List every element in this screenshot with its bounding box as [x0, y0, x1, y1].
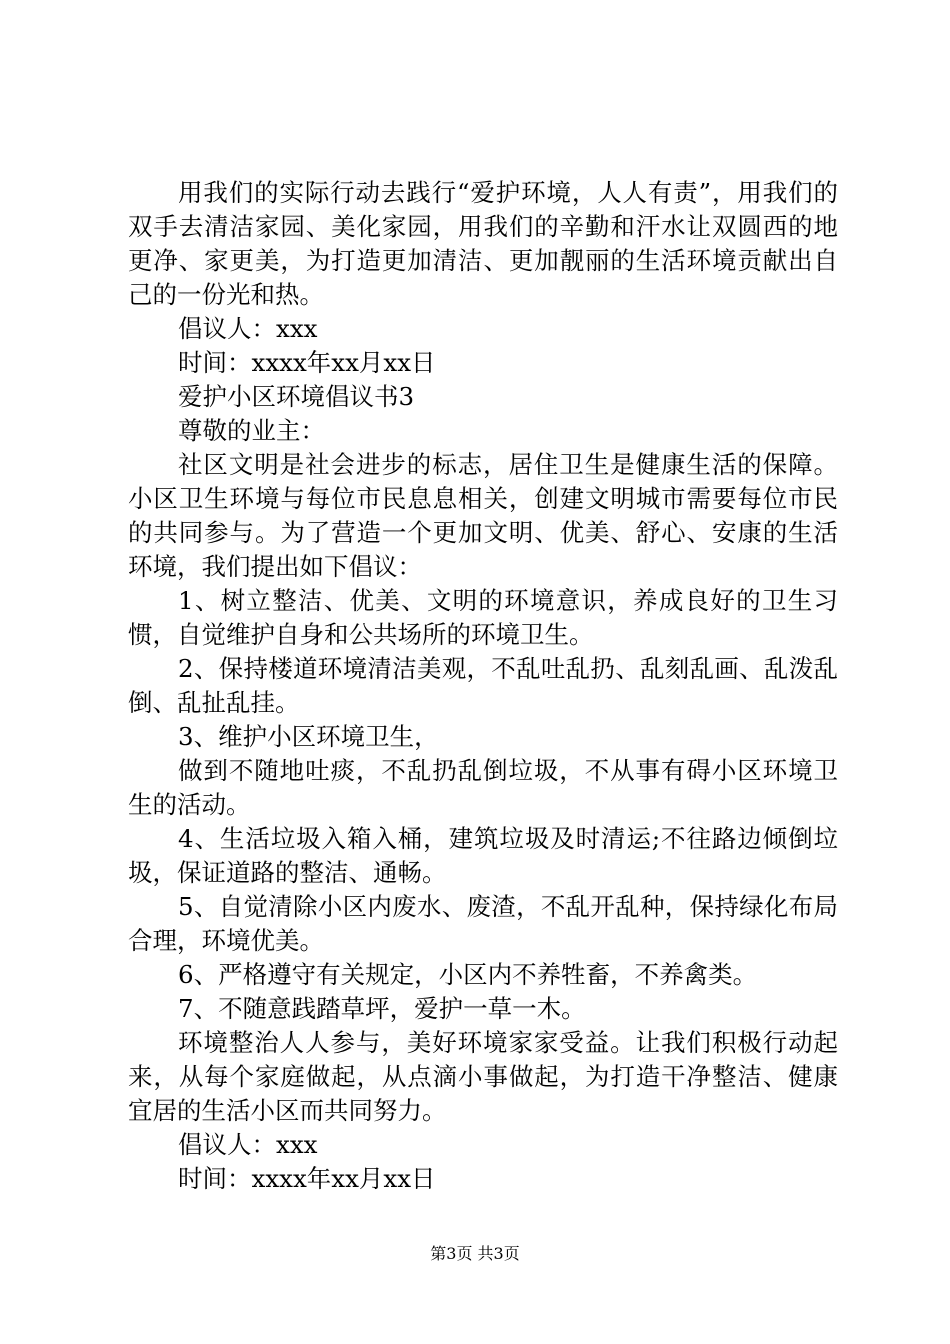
paragraph-signatory: 倡议人：xxx [178, 314, 318, 343]
paragraph-date-2: 时间：xxxx年xx月xx日 [178, 1164, 436, 1193]
salutation: 尊敬的业主： [178, 416, 325, 445]
proposal-item-2: 2、保持楼道环境清洁美观，不乱吐乱扔、乱刻乱画、乱泼乱倒、乱扯乱挂。 [128, 654, 838, 717]
proposal-item-1: 1、树立整洁、优美、文明的环境意识，养成良好的卫生习惯，自觉维护自身和公共场所的环境卫生。 [128, 586, 838, 649]
paragraph-signatory-2: 倡议人：xxx [178, 1130, 318, 1159]
paragraph-conclusion: 环境整治人人参与，美好环境家家受益。让我们积极行动起来，从每个家庭做起，从点滴小事做起，为打造干净整洁、健康宜居的生活小区而共同努力。 [128, 1028, 838, 1125]
section-title: 爱护小区环境倡议书3 [178, 382, 415, 411]
page-number-footer: 第3页 共3页 [430, 1244, 520, 1263]
paragraph-closing-appeal: 用我们的实际行动去践行“爱护环境，人人有责”，用我们的双手去清洁家园、美化家园，用我们的辛勤和汗水让双圆西的地更净、家更美，为打造更加清洁、更加靓丽的生活环境贡献出自己的一份光和热。 [128, 178, 838, 309]
proposal-item-3: 3、维护小区环境卫生， [178, 722, 439, 751]
proposal-item-6: 6、严格遵守有关规定，小区内不养牲畜，不养禽类。 [178, 960, 758, 989]
proposal-item-3-detail: 做到不随地吐痰，不乱扔乱倒垃圾，不从事有碍小区环境卫生的活动。 [128, 756, 838, 819]
document-body [128, 176, 838, 1196]
paragraph-intro: 社区文明是社会进步的标志，居住卫生是健康生活的保障。小区卫生环境与每位市民息息相关，创建文明城市需要每位市民的共同参与。为了营造一个更加文明、优美、舒心、安康的生活环境，我们提出如下倡议： [128, 450, 838, 581]
paragraph-date: 时间：xxxx年xx月xx日 [178, 348, 436, 377]
proposal-item-5: 5、自觉清除小区内废水、废渣，不乱开乱种，保持绿化布局合理，环境优美。 [128, 892, 838, 955]
proposal-item-7: 7、不随意践踏草坪，爱护一草一木。 [178, 994, 586, 1023]
proposal-item-4: 4、生活垃圾入箱入桶，建筑垃圾及时清运;不往路边倾倒垃圾，保证道路的整洁、通畅。 [128, 824, 838, 887]
